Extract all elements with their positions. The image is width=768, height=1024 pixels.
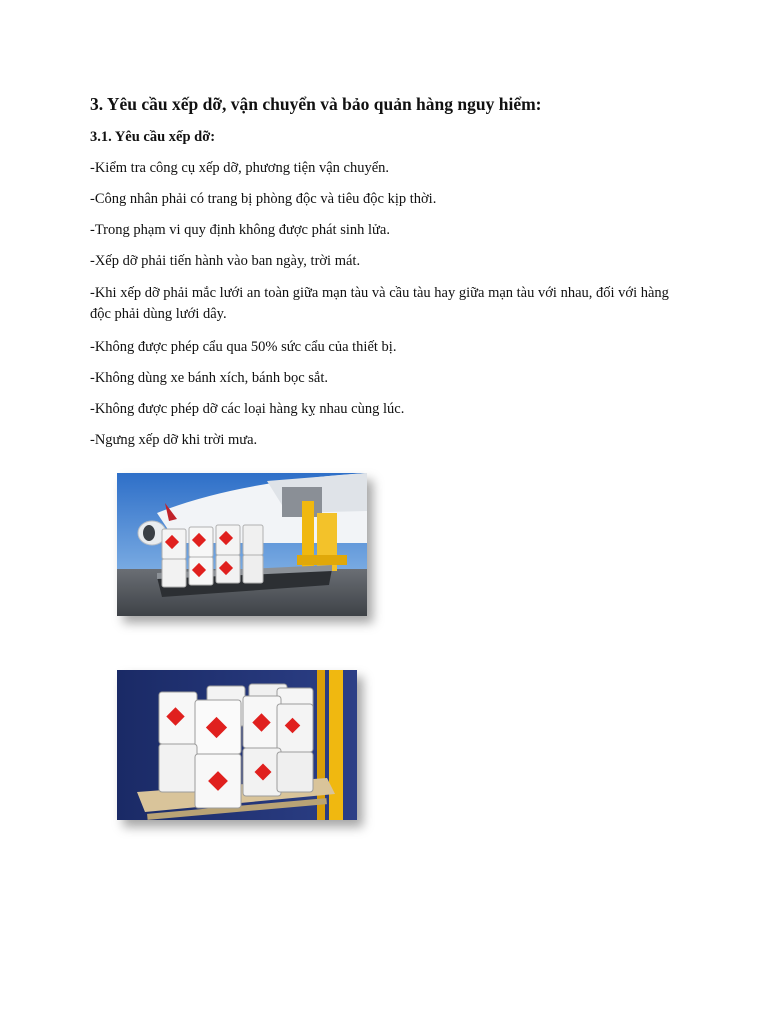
list-item: -Xếp dỡ phải tiến hành vào ban ngày, trời mát. bbox=[90, 253, 361, 269]
hazmat-cans-on-wooden-pallet-icon bbox=[117, 670, 357, 820]
list-item: -Kiểm tra công cụ xếp dỡ, phương tiện vận chuyển. bbox=[90, 160, 390, 176]
list-item: -Khi xếp dỡ phải mắc lưới an toàn giữa mạn tàu và cầu tàu hay giữa mạn tàu với nhau, đối với hàng độc phải dùng lưới dây. bbox=[90, 285, 669, 322]
requirements-list bbox=[90, 159, 690, 449]
list-item: -Không được phép cẩu qua 50% sức cẩu của thiết bị. bbox=[90, 339, 397, 355]
list-item: -Không dùng xe bánh xích, bánh bọc sắt. bbox=[90, 370, 328, 386]
list-item: -Trong phạm vi quy định không được phát sinh lửa. bbox=[90, 222, 390, 238]
hazmat-cans-on-airport-cargo-loader-icon bbox=[117, 473, 367, 616]
subsection-heading: 3.1. Yêu cầu xếp dỡ: bbox=[90, 129, 216, 145]
list-item: -Công nhân phải có trang bị phòng độc và tiêu độc kịp thời. bbox=[90, 191, 437, 207]
section-heading: 3. Yêu cầu xếp dỡ, vận chuyển và bảo quản hàng nguy hiểm: bbox=[90, 94, 542, 114]
can-stack bbox=[162, 525, 263, 587]
list-item: -Không được phép dỡ các loại hàng kỵ nhau cùng lúc. bbox=[90, 401, 405, 417]
list-item: -Ngưng xếp dỡ khi trời mưa. bbox=[90, 432, 258, 448]
